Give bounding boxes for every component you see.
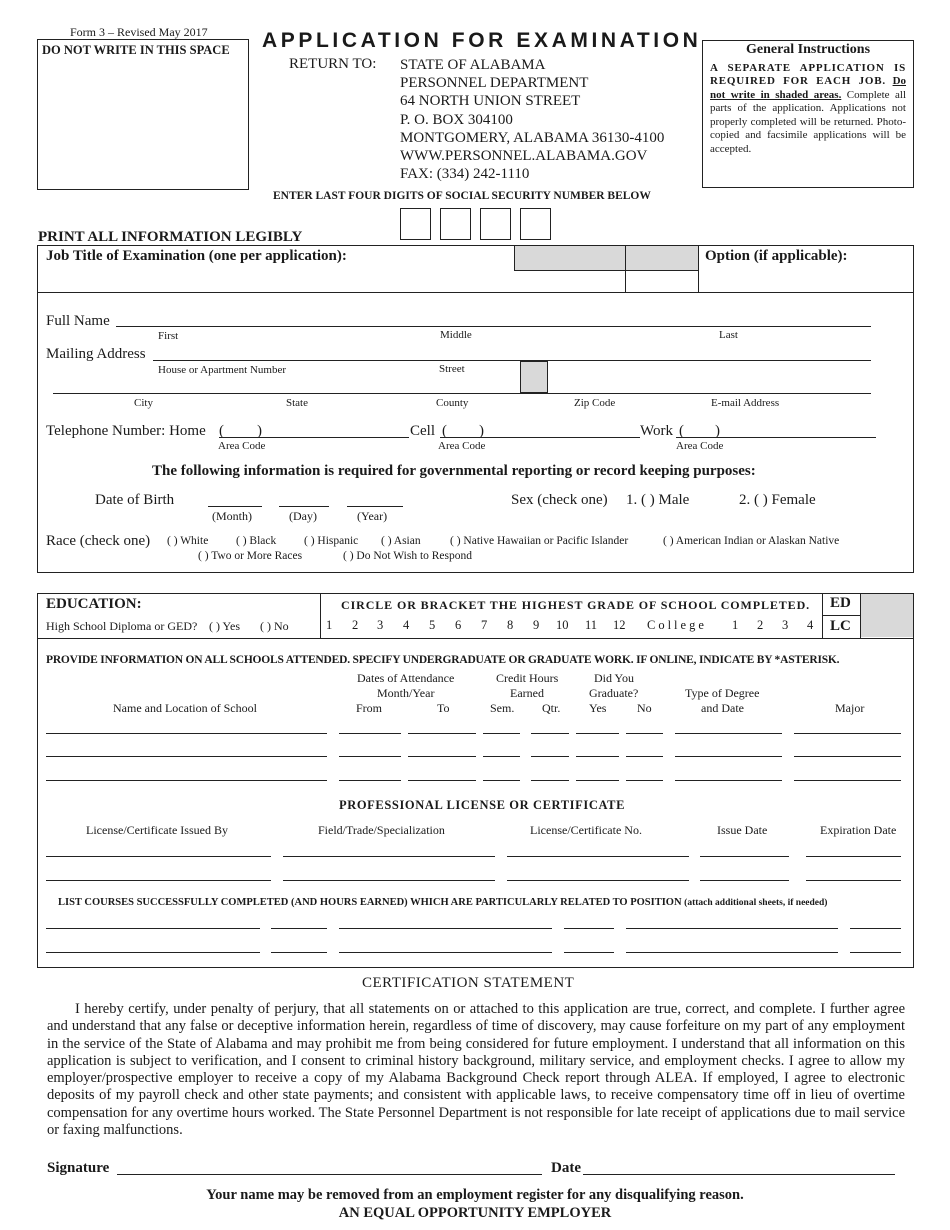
sex-label: Sex (check one) [511,492,608,508]
ssn-digit-2[interactable] [440,208,471,240]
work-label: Work [640,423,673,439]
address-line: STATE OF ALABAMA [400,57,546,73]
grade-option[interactable]: 6 [455,618,462,632]
grade-option[interactable]: 2 [352,618,359,632]
did-you-header: Did You [594,671,635,685]
street-caption: Street [439,363,465,375]
qtr-header: Qtr. [542,701,561,715]
grade-option[interactable]: 10 [556,618,569,632]
middle-caption: Middle [440,329,472,341]
to-header: To [437,701,450,715]
gov-notice: The following information is required for governmental reporting or record keeping purposes: [152,463,756,479]
job-title-input[interactable] [520,271,910,291]
eoe-notice: AN EQUAL OPPORTUNITY EMPLOYER [338,1205,612,1221]
grade-option[interactable]: 1 [326,618,333,632]
cell-label: Cell [410,423,435,439]
county-caption: County [436,397,469,409]
email-caption: E-mail Address [711,397,780,409]
month-year-header: Month/Year [377,686,435,700]
page-title: APPLICATION FOR EXAMINATION [262,29,702,52]
return-to-label: RETURN TO: [289,56,377,72]
hs-no-option[interactable]: ( ) No [260,619,289,633]
ssn-digit-3[interactable] [480,208,511,240]
day-caption: (Day) [289,509,317,523]
race-black[interactable]: ( ) Black [236,535,277,547]
instructions-body: Complete all parts of the application. Applications not properly completed will be returned. Photo-copied and facsimile applications will be accepted. [710,88,907,155]
divider [320,594,321,638]
shaded-area [514,246,698,270]
courses-prompt [58,897,827,908]
from-header: From [356,701,383,715]
college-year-option[interactable]: 1 [732,618,739,632]
college-label: College [647,618,707,632]
grade-option[interactable]: 8 [507,618,514,632]
city-caption: City [134,397,153,409]
instructions-bold: A SEPARATE APPLICATION IS REQUIRED FOR EACH JOB. [710,61,906,87]
dob-label: Date of Birth [95,492,175,508]
grade-option[interactable]: 5 [429,618,436,632]
do-not-write-label: DO NOT WRITE IN THIS SPACE [42,43,230,57]
certification-heading: CERTIFICATION STATEMENT [362,975,575,991]
divider [37,638,914,639]
address-line: PERSONNEL DEPARTMENT [400,75,589,92]
signature-label: Signature [47,1160,110,1176]
divider [822,594,823,638]
address-line: WWW.PERSONNEL.ALABAMA.GOV [400,148,648,165]
dob-day-input[interactable] [279,506,329,507]
paren-open: ( [219,423,224,439]
license-col-field: Field/Trade/Specialization [318,823,445,837]
ssn-digit-4[interactable] [520,208,551,240]
full-name-label: Full Name [46,313,110,329]
race-label: Race (check one) [46,533,151,549]
license-col-number: License/Certificate No. [530,823,642,837]
paren-open: ( [442,423,447,439]
grade-option[interactable]: 4 [403,618,410,632]
graduate-header: Graduate? [589,686,639,700]
sem-header: Sem. [490,701,515,715]
license-col-expiration: Expiration Date [820,823,897,837]
race-hawaiian[interactable]: ( ) Native Hawaiian or Pacific Islander [450,535,629,547]
mailing-address-input[interactable] [153,360,871,361]
hs-yes-option[interactable]: ( ) Yes [209,619,241,633]
date-input[interactable] [583,1174,895,1175]
shaded-area [861,594,913,637]
certification-text: I hereby certify, under penalty of perjury, that all statements on or attached to this application are true, correct, and complete. I further agree and understand that any false or deceptive information herein, regardless of time of discovery, may cause forfeiture on my part of any employment in the service of the State of Alabama and may prohibit me from being considered for future employment. I understand that all information on this application is subject to verification, and I consent to criminal history background, military service, and employment checks. I agree to allow my employer/prospective employer to receive a copy of my Alabama Background Check report through ALEA. If employed, I agree to electronic deposits of my payroll check and other state payments; and consistent with applicable laws, to receive compensatory time off in lieu of overtime compensation for any overtime hours worked. The State Personnel Department is not responsible for late receipt of applications due to mail service or faxing malfunctions. [47,1001,905,1139]
lc-code: LC [830,618,851,634]
race-asian[interactable]: ( ) Asian [381,535,421,547]
area-code-caption: Area Code [218,440,266,452]
telephone-label: Telephone Number: Home [46,423,206,439]
address-line: P. O. BOX 304100 [400,111,513,128]
address-line: MONTGOMERY, ALABAMA 36130-4100 [400,129,665,146]
education-heading: EDUCATION: [46,596,142,612]
paren-close: ) [257,423,262,439]
license-heading: PROFESSIONAL LICENSE OR CERTIFICATE [339,798,626,812]
and-date-header: and Date [701,701,744,715]
college-year-option[interactable]: 3 [782,618,789,632]
home-phone-input[interactable] [219,437,409,438]
work-phone-input[interactable] [676,437,876,438]
license-col-issue-date: Issue Date [717,823,768,837]
paren-close: ) [479,423,484,439]
grade-option[interactable]: 11 [585,618,598,632]
date-label: Date [551,1160,581,1176]
address-line: FAX: (334) 242-1110 [400,166,530,183]
shaded-area [520,361,548,393]
ssn-prompt: ENTER LAST FOUR DIGITS OF SOCIAL SECURITY NUMBER BELOW [273,190,651,202]
grade-option[interactable]: 12 [613,618,626,632]
divider [514,246,515,270]
full-name-input[interactable] [116,326,871,327]
courses-note: (attach additional sheets, if needed) [684,898,828,908]
month-caption: (Month) [212,509,252,523]
general-instructions-box [702,40,914,188]
instructions-underlined: Do not write in shaded areas. [710,75,907,101]
cell-phone-input[interactable] [440,437,640,438]
sex-female-option[interactable]: 2. ( ) Female [739,492,816,508]
form-number: Form 3 – Revised May 2017 [70,25,208,39]
degree-header: Type of Degree [685,686,760,700]
last-caption: Last [719,329,738,341]
courses-prompt-text: LIST COURSES SUCCESSFULLY COMPLETED (AND HOURS EARNED) WHICH ARE PARTICULARLY RELATED TO POSITION [58,897,682,908]
divider [37,292,914,293]
job-title-label: Job Title of Examination (one per application): [46,248,347,264]
address-line: 64 NORTH UNION STREET [400,93,581,110]
grade-option[interactable]: 9 [533,618,540,632]
paren-open: ( [679,423,684,439]
return-address [400,56,664,183]
ssn-digit-1[interactable] [400,208,431,240]
race-hispanic[interactable]: ( ) Hispanic [304,535,359,547]
yes-header: Yes [589,701,607,715]
school-name-header: Name and Location of School [113,701,257,715]
dob-year-input[interactable] [347,506,403,507]
college-year-option[interactable]: 2 [757,618,764,632]
option-label: Option (if applicable): [705,248,848,264]
license-col-issuer: License/Certificate Issued By [86,823,228,837]
race-no-response[interactable]: ( ) Do Not Wish to Respond [343,550,473,562]
year-caption: (Year) [357,509,388,523]
credit-header: Credit Hours [496,671,559,685]
hs-question: High School Diploma or GED? [46,619,198,633]
sex-male-option[interactable]: 1. ( ) Male [626,492,690,508]
schools-prompt: PROVIDE INFORMATION ON ALL SCHOOLS ATTENDED. SPECIFY UNDERGRADUATE OR GRADUATE WORK. IF ONLINE, INDICATE BY *ASTERISK. [46,654,840,666]
house-caption: House or Apartment Number [158,364,286,376]
grade-option[interactable]: 3 [377,618,384,632]
address-line-2-input[interactable] [53,393,871,394]
major-header: Major [835,701,865,715]
paren-close: ) [715,423,720,439]
area-code-caption: Area Code [676,440,724,452]
circle-grade-prompt: CIRCLE OR BRACKET THE HIGHEST GRADE OF SCHOOL COMPLETED. [341,598,811,612]
dob-month-input[interactable] [208,506,262,507]
area-code-caption: Area Code [438,440,486,452]
earned-header: Earned [510,686,544,700]
office-use-box [37,39,249,190]
race-two-or-more[interactable]: ( ) Two or More Races [198,550,303,562]
race-white[interactable]: ( ) White [167,535,209,547]
print-legibly: PRINT ALL INFORMATION LEGIBLY [38,229,303,245]
instructions-title: General Instructions [745,42,871,57]
mailing-address-label: Mailing Address [46,346,146,362]
personal-info-section [37,245,914,573]
state-caption: State [286,397,308,409]
first-caption: First [158,330,179,342]
grade-option[interactable]: 7 [481,618,488,632]
signature-input[interactable] [117,1174,542,1175]
ed-code: ED [830,595,851,611]
zip-caption: Zip Code [574,397,616,409]
college-year-option[interactable]: 4 [807,618,814,632]
no-header: No [637,701,652,715]
disqualify-notice: Your name may be removed from an employment register for any disqualifying reason. [206,1187,744,1203]
race-american-indian[interactable]: ( ) American Indian or Alaskan Native [663,535,840,547]
dates-header: Dates of Attendance [357,671,455,685]
